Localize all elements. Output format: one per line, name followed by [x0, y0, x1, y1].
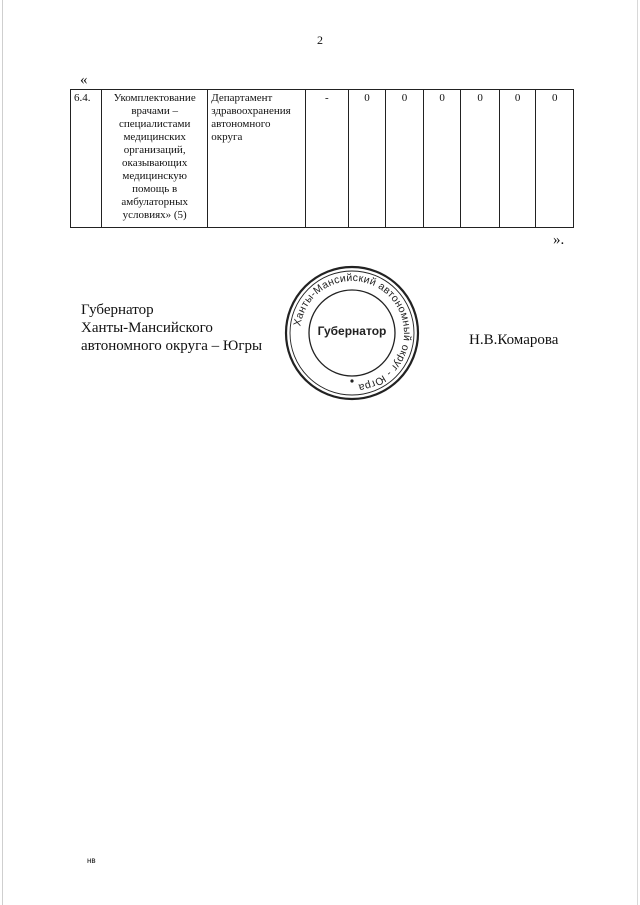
position-line: Ханты-Мансийского: [81, 320, 213, 336]
page-edge-left: [2, 0, 3, 905]
stamp-dot: [350, 379, 353, 382]
table-row: [71, 90, 574, 228]
official-seal-stamp: [283, 264, 421, 402]
position-line: Губернатор: [81, 302, 154, 318]
responsible-department: Департамент здравоохранения автономного округа: [208, 90, 306, 228]
indicator-name: Укомплектование врачами – специалистами медицинских организаций, оказывающих медицинскую помощь в амбулаторных условиях» (5): [102, 90, 208, 228]
value-cell: 0: [461, 90, 500, 228]
stamp-ring-text: Ханты-Мансийский автономный округ - Югра: [291, 271, 414, 394]
value-cell: 0: [536, 90, 574, 228]
value-cell: 0: [348, 90, 386, 228]
value-cell: 0: [386, 90, 424, 228]
value-cell: -: [305, 90, 348, 228]
closing-quote: ».: [553, 232, 565, 248]
stamp-center-text: Губернатор: [317, 324, 387, 338]
row-number: 6.4.: [71, 90, 102, 228]
opening-quote: «: [80, 72, 88, 88]
page-edge-right: [637, 0, 638, 905]
value-cell: 0: [499, 90, 535, 228]
signer-name: Н.В.Комарова: [469, 332, 559, 348]
position-line: автономного округа – Югры: [81, 338, 263, 354]
value-cell: 0: [423, 90, 461, 228]
indicator-table: [70, 89, 574, 228]
footer-initials: нв: [87, 856, 96, 865]
page-number: 2: [317, 33, 323, 47]
signatory-position: [81, 301, 262, 355]
